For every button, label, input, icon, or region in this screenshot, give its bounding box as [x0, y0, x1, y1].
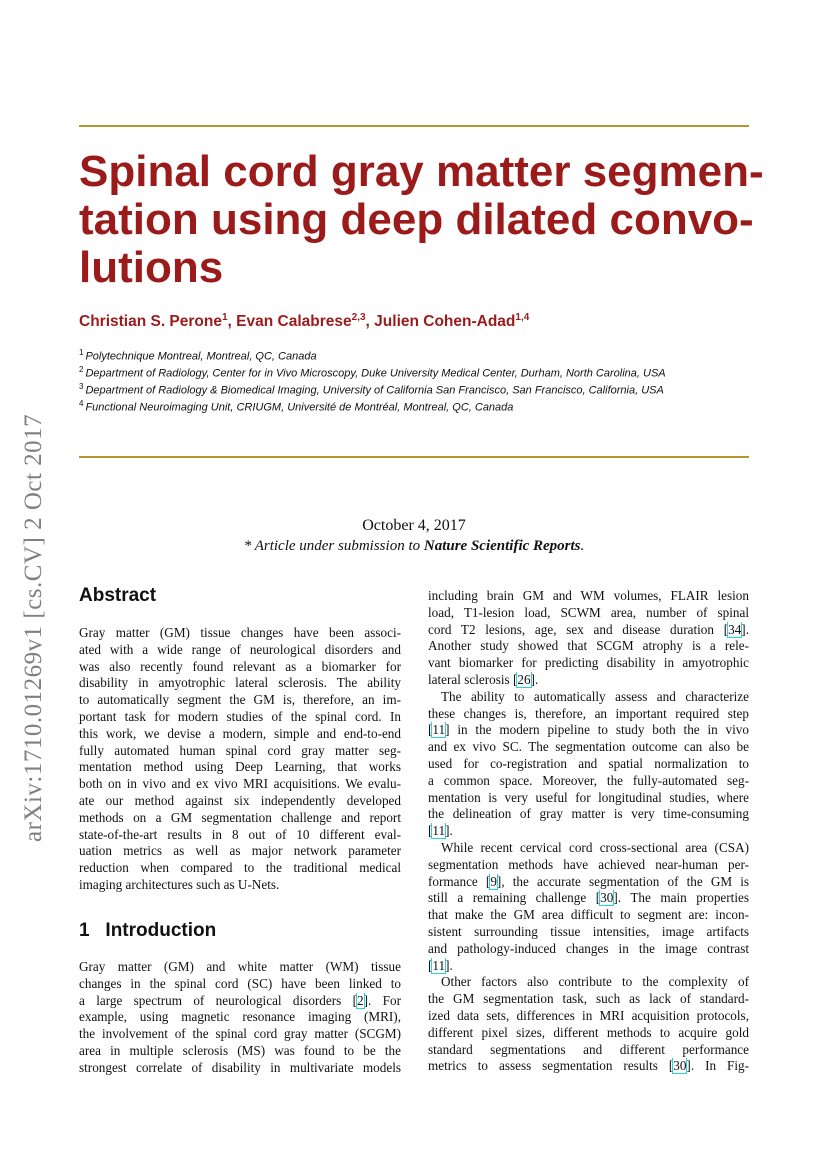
text-line: reduction when compared to the traditional medical: [79, 860, 401, 876]
affiliation: [79, 365, 666, 382]
text-line: used for co-registration and spatial normalization to: [428, 755, 749, 771]
text-line: metrics to assess segmentation results [30]. In Fig-: [428, 1058, 749, 1074]
text-line: still a remaining challenge [30]. The main properties: [428, 890, 749, 906]
text-line: mentation method using Deep Learning, that works: [79, 759, 401, 775]
citation-link[interactable]: 11: [432, 722, 446, 738]
text-line: changes in the spinal cord (SC) have been linked to: [79, 975, 401, 991]
author-list: [79, 312, 529, 331]
text-line: segmentation methods have achieved near-human per-: [428, 856, 749, 872]
top-rule: [79, 125, 749, 127]
section-number: 1: [79, 920, 90, 941]
text-line: this work, we devise a modern, simple and end-to-end: [79, 725, 401, 741]
paper-title: [79, 148, 769, 292]
publication-date: October 4, 2017: [362, 517, 466, 534]
text-line: to automatically segment the GM is, therefore, an im-: [79, 692, 401, 708]
introduction-heading: [79, 920, 216, 942]
affiliation-number: 1: [79, 348, 84, 357]
text-line: the involvement of the spinal cord gray matter (SCGM): [79, 1026, 401, 1042]
title-line: tation using deep dilated convo-: [79, 195, 754, 244]
title-line: lutions: [79, 243, 224, 292]
right-column-body: [428, 588, 749, 1075]
note-suffix: .: [580, 538, 585, 554]
affiliation-text: Polytechnique Montreal, Montreal, QC, Canada: [85, 350, 317, 363]
text-line: a common space. Moreover, the fully-automated seg-: [428, 772, 749, 788]
text-line: state-of-the-art results in 8 out of 10 different eval-: [79, 826, 401, 842]
journal-name: Nature Scientific Reports: [423, 538, 581, 554]
text-line: including brain GM and WM volumes, FLAIR lesion: [428, 588, 749, 603]
affiliation-text: Department of Radiology, Center for in Vivo Microscopy, Duke University Medical Center, Durham, North Carolina, USA: [85, 367, 666, 380]
text-line: Other factors also contribute to the complexity of: [441, 974, 749, 990]
author-affiliation-mark: 1,4: [515, 312, 530, 323]
citation-link[interactable]: 30: [600, 890, 614, 906]
text-line: ized data sets, differences in MRI acquisition protocols,: [428, 1007, 749, 1023]
section-title: Introduction: [105, 920, 217, 941]
affiliation-text: Department of Radiology & Biomedical Imaging, University of California San Francisco, San Francisco, California, USA: [85, 384, 664, 397]
text-line: Another study showed that SCGM atrophy is a rele-: [428, 638, 749, 654]
text-line: that make the GM area difficult to segment are: incon-: [428, 907, 749, 923]
text-line: [11] in the modern pipeline to study both the in vivo: [428, 722, 749, 738]
abstract-body: [79, 625, 401, 894]
author-name: Evan Calabrese: [236, 313, 352, 331]
text-line: load, T1-lesion load, SCWM area, number of spinal: [428, 604, 749, 620]
affiliation-text: Functional Neuroimaging Unit, CRIUGM, Université de Montréal, Montreal, QC, Canada: [85, 401, 514, 414]
citation-link[interactable]: 30: [673, 1058, 687, 1074]
citation-link[interactable]: 9: [490, 873, 497, 889]
title-line: Spinal cord gray matter segmen-: [79, 147, 764, 196]
affiliation: [79, 382, 666, 399]
text-line: example, using magnetic resonance imaging (MRI),: [79, 1009, 401, 1025]
text-line: ate our method against six independently developed: [79, 792, 401, 808]
bottom-rule: [79, 456, 749, 458]
author-separator: ,: [365, 313, 375, 331]
text-line: the delineation of gray matter is very time-consuming: [428, 806, 749, 822]
author-affiliation-mark: 1: [221, 312, 228, 323]
citation-link[interactable]: 11: [432, 823, 446, 839]
text-line: area in multiple sclerosis (MS) was found to be the: [79, 1042, 401, 1058]
text-line: a large spectrum of neurological disorders [2]. For: [79, 992, 401, 1008]
text-line: and ex vivo SC. The segmentation outcome can also be: [428, 739, 749, 755]
text-line: was also recently found relevant as a biomarker for: [79, 658, 401, 674]
affiliation: [79, 399, 666, 416]
author-name: Julien Cohen-Adad: [374, 313, 516, 331]
text-line: the GM segmentation task, such as lack of standard-: [428, 991, 749, 1007]
text-line: these changes is, therefore, an important required step: [428, 705, 749, 721]
text-line: The ability to automatically assess and characterize: [441, 688, 749, 704]
author-name: Christian S. Perone: [79, 313, 222, 331]
text-line: While recent cervical cord cross-sectional area (CSA): [441, 839, 749, 855]
introduction-body: [79, 959, 401, 1077]
affiliation: [79, 348, 666, 365]
text-line: ated with a wide range of neurological disorders and: [79, 641, 401, 657]
text-line: strongest correlate of disability in multivariate models: [79, 1059, 401, 1075]
text-line: sistent surrounding tissue intensities, image artifacts: [428, 923, 749, 939]
affiliation-number: 2: [79, 365, 84, 374]
citation-link[interactable]: 2: [357, 992, 364, 1008]
text-line: Gray matter (GM) tissue changes have been associ-: [79, 625, 401, 640]
text-line: portant task for modern studies of the spinal cord. In: [79, 708, 401, 724]
note-prefix: * Article under submission to: [243, 538, 424, 554]
arxiv-margin-stamp: arXiv:1710.01269v1 [cs.CV] 2 Oct 2017: [20, 413, 47, 842]
text-line: [11].: [428, 957, 453, 973]
citation-link[interactable]: 26: [517, 671, 531, 687]
text-line: methods on a GM segmentation challenge and report: [79, 809, 401, 825]
abstract-heading: Abstract: [79, 585, 157, 606]
affiliation-number: 4: [79, 399, 84, 408]
citation-link[interactable]: 34: [728, 621, 742, 637]
text-line: both on in vivo and ex vivo MRI acquisitions. We evalu-: [79, 776, 401, 792]
text-line: cord T2 lesions, age, sex and disease duration [34].: [428, 621, 749, 637]
submission-note: [0, 538, 828, 555]
text-line: [11].: [428, 823, 453, 839]
affiliation-number: 3: [79, 382, 84, 391]
author-separator: ,: [227, 313, 237, 331]
text-line: lateral sclerosis [26].: [428, 671, 539, 687]
author-affiliation-mark: 2,3: [351, 312, 366, 323]
text-line: vant biomarker for predicting disability in amyotrophic: [428, 655, 749, 671]
text-line: and pathology-induced changes in the image contrast: [428, 940, 749, 956]
text-line: mentation is very useful for longitudinal studies, where: [428, 789, 749, 805]
citation-link[interactable]: 11: [432, 957, 446, 973]
text-line: Gray matter (GM) and white matter (WM) tissue: [79, 959, 401, 974]
text-line: imaging architectures such as U-Nets.: [79, 876, 280, 892]
text-line: formance [9], the accurate segmentation of the GM is: [428, 873, 749, 889]
text-line: fully automated human spinal cord gray matter seg-: [79, 742, 401, 758]
text-line: different pixel sizes, different methods to acquire gold: [428, 1024, 749, 1040]
text-line: uation metrics as well as major network parameter: [79, 843, 401, 859]
affiliation-list: [79, 348, 666, 416]
text-line: standard segmentations and different performance: [428, 1041, 749, 1057]
text-line: disability in amyotrophic lateral sclerosis. The ability: [79, 675, 401, 691]
